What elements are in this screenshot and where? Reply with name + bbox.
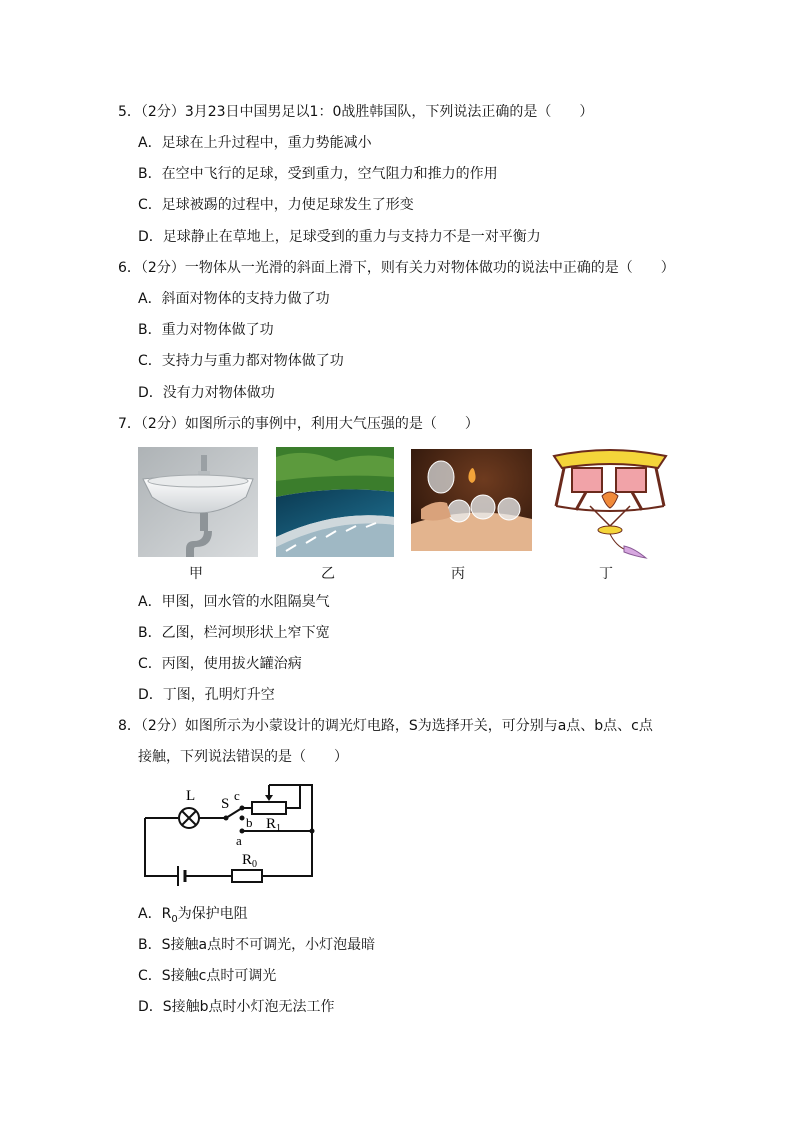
r1-label: $R_1$ [266, 816, 282, 834]
q6-option-c: C．支持力与重力都对物体做了功 [138, 353, 344, 369]
caption-jia: 甲 [189, 566, 203, 582]
point-c-label: c [234, 788, 240, 803]
q6-option-b: B．重力对物体做了功 [138, 322, 274, 338]
q5-stem: 5．（2分）3月23日中国男足以1：0战胜韩国队，下列说法正确的是（ ） [118, 104, 594, 120]
lantern-image [546, 446, 674, 570]
sink-image [138, 447, 258, 557]
point-b-label: b [246, 815, 253, 830]
q8-stem: 8．（2分）如图所示为小蒙设计的调光灯电路，S为选择开关，可分别与a点、b点、c点 [118, 718, 653, 734]
q8-option-a: A．$R_0$为保护电阻 [138, 906, 248, 925]
q7-option-d: D．丁图，孔明灯升空 [138, 687, 275, 703]
caption-bing: 丙 [451, 566, 465, 582]
point-a-label: a [236, 833, 242, 848]
q5-option-a: A．足球在上升过程中，重力势能减小 [138, 135, 372, 151]
caption-yi: 乙 [321, 566, 335, 582]
q7-option-a: A．甲图，回水管的水阻隔臭气 [138, 594, 330, 610]
q6-option-d: D．没有力对物体做功 [138, 385, 275, 401]
q7-stem: 7．（2分）如图所示的事例中，利用大气压强的是（ ） [118, 416, 479, 432]
q8-option-b: B．S接触a点时不可调光，小灯泡最暗 [138, 937, 376, 953]
q7-option-b: B．乙图，栏河坝形状上窄下宽 [138, 625, 330, 641]
q8-option-d: D．S接触b点时小灯泡无法工作 [138, 999, 335, 1015]
caption-ding: 丁 [599, 566, 613, 582]
cupping-image [411, 449, 532, 551]
q5-option-d: D．足球静止在草地上，足球受到的重力与支持力不是一对平衡力 [138, 229, 541, 245]
q5-option-c: C．足球被踢的过程中，力使足球发生了形变 [138, 197, 414, 213]
q7-option-c: C．丙图，使用拔火罐治病 [138, 656, 302, 672]
switch-label: S [221, 796, 230, 812]
q5-option-b: B．在空中飞行的足球，受到重力，空气阻力和推力的作用 [138, 166, 498, 182]
circuit-diagram [138, 780, 324, 892]
r0-label: $R_0$ [242, 852, 258, 870]
q8-stem-continued: 接触，下列说法错误的是（ ） [138, 749, 348, 765]
q6-stem: 6．（2分）一物体从一光滑的斜面上滑下，则有关力对物体做功的说法中正确的是（ ） [118, 260, 675, 276]
q6-option-a: A．斜面对物体的支持力做了功 [138, 291, 330, 307]
dam-image [276, 447, 394, 557]
q8-option-c: C．S接触c点时可调光 [138, 968, 277, 984]
lamp-label: L [186, 788, 196, 804]
